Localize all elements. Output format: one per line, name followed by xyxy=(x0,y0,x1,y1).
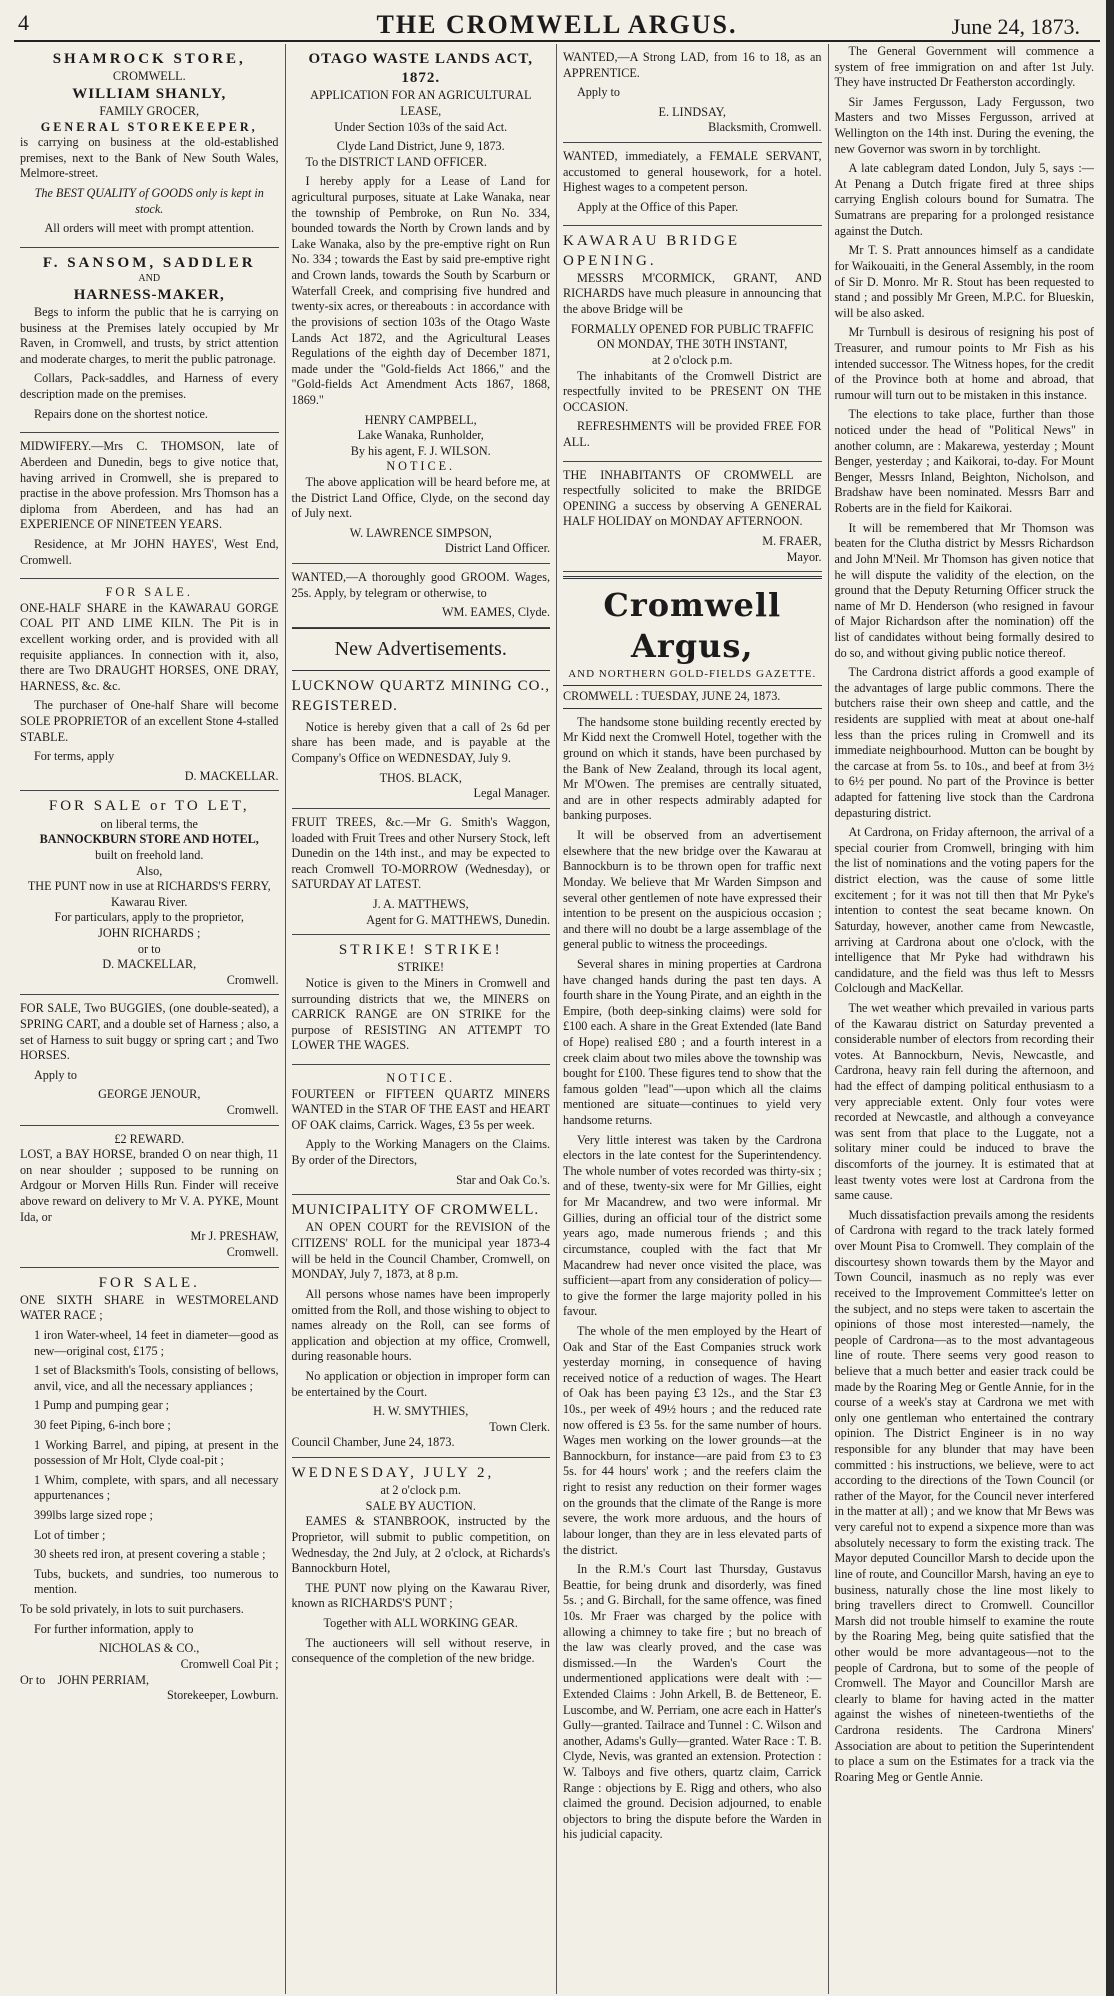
ad-for-sale-coal-pit xyxy=(20,579,279,791)
ad-otago-waste-lands xyxy=(292,44,551,564)
list-item: 1 iron Water-wheel, 14 feet in diameter—good as new—original cost, £175 ; xyxy=(34,1327,279,1358)
ad-subtitle: STRIKE! xyxy=(397,960,445,975)
sale-items xyxy=(20,1328,279,1598)
ad-signature: GEORGE JENOUR, xyxy=(98,1087,201,1102)
news-paragraph: At Cardrona, on Friday afternoon, the arrival of a special courier from Cromwell, bringing with him the list of nominations and the voting papers for the district election, was the cause of some little excitement ; for it was not till then that Mr Pyke's intention to contest the seat became known. On Saturday, however, another came from Newcastle, arriving at Cardrona about one o'clock, with the intelligence that Mr Pyke had withdrawn his candidature, and the field was thus left to Messrs Colclough and MacKellar. xyxy=(834,825,1094,996)
page-edge xyxy=(1106,0,1114,1996)
ad-body: AN OPEN COURT for the REVISION of the CITIZENS' ROLL for the municipal year 1873-4 will be held in the Council Chamber, Cromwell, on MONDAY, July 7, 1873, at 8 p.m. xyxy=(291,1220,550,1282)
ad-signature: E. LINDSAY, xyxy=(658,104,726,119)
ad-line: at 2 o'clock p.m. xyxy=(380,1483,461,1498)
ad-midwifery xyxy=(20,433,279,579)
ad-signature: NICHOLAS & CO., xyxy=(99,1641,200,1656)
list-item: Tubs, buckets, and sundries, too numerous to mention. xyxy=(34,1566,279,1597)
ad-body: All persons whose names have been improperly omitted from the Roll, and those wishing to object to names already on the Roll, can see forms of application and objection at my office, Cromwell, during reasonable hours. xyxy=(291,1286,550,1364)
ad-signature: Storekeeper, Lowburn. xyxy=(166,1688,279,1703)
ad-body: FOURTEEN or FIFTEEN QUARTZ MINERS WANTED in the STAR OF THE EAST and HEART OF OAK claims, Carrick. Wages, £3 5s per week. xyxy=(291,1086,550,1132)
news-paragraph: It will be observed from an advertisement elsewhere that the new bridge over the Kawarau at Bannockburn is to be thrown open for traffic next Monday. We believe that Mr Warden Simpson and several other gentlemen of note have expressed their intention to be present on the auspicious occasion ; and there will no doubt be a large assemblage of the general public to witness the proceedings. xyxy=(563,828,822,952)
ad-heading: £2 REWARD. xyxy=(114,1131,185,1146)
ad-signature: By his agent, F. J. WILSON. xyxy=(350,443,491,458)
editorial-subtitle: AND NORTHERN GOLD-FIELDS GAZETTE. xyxy=(568,668,817,681)
list-item: Lot of timber ; xyxy=(34,1527,106,1542)
ad-line: Clyde Land District, June 9, 1873. xyxy=(336,139,505,154)
ad-body: MESSRS M'CORMICK, GRANT, AND RICHARDS have much pleasure in announcing that the above Bridge will be xyxy=(563,270,822,317)
news-paragraph: The whole of the men employed by the Heart of Oak and Star of the East Companies struck work yesterday morning, in consequence of having received notice of a reduction of wages. The Heart of Oak has been paying £3 12s., and the Star £3 10s., per week of 49½ hours ; and the reduced rate now offered is £3 5s. for the same number of hours. Wages men working on the lower grounds—at the Bannockburn, for instance—are paid from £3 to £3 5s. for 44 hours' work ; and the reefers claim the right to resist any reduction on their former wages on the grounds that the climate of the Range is more severe, the work more arduous, and the hours of labour longer, than they are in less elevated parts of the district. xyxy=(563,1323,822,1557)
news-paragraph: The handsome stone building recently erected by Mr Kidd next the Cromwell Hotel, together with the ground on which it stands, have been purchased by the Bank of New Zealand, through its local agent, Mr M'Owen. The premises are centrally situated, and are in other respects admirably adapted for banking purposes. xyxy=(563,714,822,823)
ad-sansom-saddler xyxy=(20,248,279,433)
ad-town: CROMWELL. xyxy=(112,69,186,84)
ad-signature: Cromwell. xyxy=(226,972,279,987)
ad-body: FOR SALE, Two BUGGIES, (one double-seated), a SPRING CART, and a double set of Harness ; also, a set of Harness to suit buggy or spring cart ; and Two HORSES. xyxy=(20,1001,279,1063)
ad-title: F. SANSOM, SADDLER xyxy=(42,254,256,271)
ad-for-sale-water-race xyxy=(20,1268,279,1710)
list-item: 30 sheets red iron, at present covering a stable ; xyxy=(34,1547,266,1562)
news-paragraph: Several shares in mining properties at Cardrona have changed hands during the past ten days. A fourth share in the Young Pirate, and an eighth in the Empire, (both deep-sinking claims) were sold for £100 each. A share in the Great Extended (late Band of Hope) realised £80 ; and a fourth interest in a creek claim about two miles above the township was bought for £100. These figures tend to show that the famous golden "lead"—upon which all the claims mentioned are situate—continues to yield very handsome returns. xyxy=(563,956,822,1128)
ad-heading: FOR SALE. xyxy=(98,1274,200,1291)
page-header xyxy=(14,0,1100,42)
news-paragraph: A late cablegram dated London, July 5, says :—At Penang a Dutch frigate fired at three ships carrying English colours bound for Sumatra. The Sumatrans are preparing for a prolonged resistance against the Dutch. xyxy=(834,161,1094,238)
column-2 xyxy=(286,44,558,1994)
ad-inhabitants xyxy=(563,462,822,573)
editorial-dateline: CROMWELL : TUESDAY, JUNE 24, 1873. xyxy=(563,685,822,709)
ad-body: Together with ALL WORKING GEAR. xyxy=(323,1616,518,1631)
editorial-masthead: Cromwell Argus, xyxy=(603,586,782,666)
ad-body: WANTED,—A Strong LAD, from 16 to 18, as an APPRENTICE. xyxy=(563,50,822,80)
ad-shamrock-store xyxy=(20,44,279,248)
page-number: 4 xyxy=(18,10,29,35)
ad-signature: Cromwell Coal Pit ; xyxy=(180,1656,279,1671)
news-paragraph: The Cardrona district affords a good example of the advantages of large public commons. There the butchers raise their own sheep and cattle, and the residents are supplied with meat at about one-half less than the prices ruling in Cromwell and its immediate neighbourhood. Mutton can be bought by the carcase at from 5s. to 10s., and beef at from 3½ to 6½ per pound. No part of the Province is better adapted for fattening live stock than the Cardrona depasturing district. xyxy=(834,665,1094,820)
ad-body: The BEST QUALITY of GOODS only is kept in stock. xyxy=(34,186,264,216)
ad-body: Apply at the Office of this Paper. xyxy=(577,199,739,214)
ad-title: FOR SALE or TO LET, xyxy=(48,798,250,815)
ad-signature: Mr J. PRESHAW, xyxy=(190,1229,279,1244)
ad-line: Also, xyxy=(136,863,163,878)
ad-buggies xyxy=(20,995,279,1125)
ad-line: Council Chamber, June 24, 1873. xyxy=(291,1435,455,1450)
ad-body: ONE-HALF SHARE in the KAWARAU GORGE COAL PIT AND LIME KILN. The Pit is in excellent working order, and is provided with all requisite appliances. In connection with it, also, there are Two DRAUGHT HORSES, ONE DRAY, HARNESS, &c. &c. xyxy=(20,600,279,693)
ad-title: OTAGO WASTE LANDS ACT, 1872. xyxy=(308,51,534,87)
list-item: 399lbs large sized rope ; xyxy=(34,1508,153,1523)
ad-strike xyxy=(292,935,551,1065)
news-paragraph: Mr T. S. Pratt announces himself as a candidate for Waikouaiti, in the General Assembly, in the room of Sir D. Monro. Mr R. Stout has been requested to stand ; and possibly Mr Green, M.P.C. for Blueskin, will be also asked. xyxy=(834,243,1094,320)
ad-signature: Agent for G. MATTHEWS, Dunedin. xyxy=(366,912,550,927)
ad-subtitle: Under Section 103s of the said Act. xyxy=(334,119,508,134)
ad-title: LUCKNOW QUARTZ MINING CO., REGISTERED. xyxy=(291,678,550,714)
ad-signature: Blacksmith, Cromwell. xyxy=(708,120,822,135)
ad-municipality xyxy=(292,1195,551,1458)
ad-signature: WM. EAMES, Clyde. xyxy=(442,605,550,620)
ad-body: Begs to inform the public that he is carrying on business at the Premises lately occupied by Mr Raven, in Cromwell, and trusts, by strict attention and moderate charges, to merit the public patronage. xyxy=(20,305,279,366)
ad-signature: Mayor. xyxy=(786,549,822,564)
ad-body: Apply to the Working Managers on the Claims. By order of the Directors, xyxy=(291,1137,550,1168)
news-paragraph: In the R.M.'s Court last Thursday, Gustavus Beattie, for being drunk and disorderly, was fined 5s. ; and G. Birchall, for the same offence, was fined 10s. Mr Fraer was charged by the police with allowing a chimney to take fire ; but no breach of the law was clearly proved, and the case was dismissed.—In the Warden's Court the undermentioned applications were dealt with :—Extended Claims : John Arkell, B. de Betteneor, E. Luscombe, and W. Perriam, one acre each in Hatter's Gully—granted. Tailrace and Tunnel : C. Wilson and another, Adams's Gully—granted. Water Race : T. B. Clyde, Nevis, was granted an extension. Protection : W. Talboys and five others, quartz claim, Carrick Range : objections by E. Rigg and others, who also claimed the ground. Decision adjourned, to enable objectors to bring the dispute before the Warden in his judicial capacity. xyxy=(563,1562,822,1842)
ad-signature: W. LAWRENCE SIMPSON, xyxy=(349,525,492,540)
ad-role: FAMILY GROCER, xyxy=(99,103,200,118)
ad-line: FORMALLY OPENED FOR PUBLIC TRAFFIC xyxy=(570,321,814,336)
ad-body: The purchaser of One-half Share will become SOLE PROPRIETOR of an excellent Stone 4-stalled STABLE. xyxy=(20,698,279,744)
ad-line: built on freehold land. xyxy=(95,847,204,862)
double-rule xyxy=(563,576,822,579)
news-paragraph: Mr Turnbull is desirous of resigning his post of Treasurer, and rumour points to Mr Fish as his intended successor. The Witness hopes, for the credit of the Province both at home and abroad, that rumour will turn out to be mistaken in this instance. xyxy=(834,325,1094,402)
news-paragraph: Sir James Fergusson, Lady Fergusson, two Masters and two Misses Fergusson, arrived at Wellington on the 14th inst. During the evening, the new Governor was sworn in by torchlight. xyxy=(834,94,1094,156)
ad-heading: NOTICE. xyxy=(386,459,456,474)
ad-body: is carrying on business at the old-established premises, next to the Bank of New South Wales, Melmore-street. xyxy=(20,135,279,181)
ad-signature: H. W. SMYTHIES, xyxy=(373,1404,469,1419)
ad-body: For terms, apply xyxy=(34,749,115,764)
ad-signature: J. A. MATTHEWS, xyxy=(372,896,469,911)
ad-line: Or to xyxy=(20,1672,46,1687)
ad-line: SALE BY AUCTION. xyxy=(365,1498,476,1513)
ad-heading: FOR SALE. xyxy=(105,585,193,600)
ad-signature: Cromwell. xyxy=(226,1244,279,1259)
ad-signature: Star and Oak Co.'s. xyxy=(456,1172,550,1187)
ad-body: The inhabitants of the Cromwell District are respectfully invited to be PRESENT ON THE OCCASION. xyxy=(563,368,822,414)
ad-title: WEDNESDAY, JULY 2, xyxy=(291,1464,495,1481)
ad-body: THE PUNT now plying on the Kawarau River, known as RICHARDS'S PUNT ; xyxy=(291,1580,550,1611)
column-3 xyxy=(557,44,829,1994)
ad-signature: District Land Officer. xyxy=(444,541,550,556)
ad-signature: Lake Wanaka, Runholder, xyxy=(357,428,484,443)
news-paragraph: Much dissatisfaction prevails among the residents of Cardrona with regard to the track lately formed over Mount Pisa to Cromwell. They complain of the discourtesy shown towards them by the Mayor and Town Council, inasmuch as no reply was ever received to the Improvement Committee's letter on the subject, and no steps were taken to ascertain the opinions of those most interested—namely, the people of Cardrona—as to the most advantageous line of route. There seems very good reason to believe that a much better and easier track could be made by the Roaring Meg or Gentle Annie, for in the course of a week's stay at Cardrona we met with only one gentleman who entertained the contrary opinion. The District Engineer is in no way responsible for any blunder that may have been committed : his instructions, we believe, were to act according to the directions of the Town Council (or rather of the Mayor, for the Council never interfered in the matter at all) ; and we know that Mr Bews was very careful not to expend a sixpence more than was absolutely necessary to form the existing track. The Mayor deputed Councillor Marsh to decide upon the line of route, and Councillor Marsh, having an eye to business, naturally chose the line most likely to bring travellers direct to Cromwell. Councillor Marsh did not trouble himself to examine the route by the Roaring Meg, being quite satisfied that the other would be more advantageous—not to the people of Cardrona, but to some of the people of Cromwell. The Mayor and Councillor Marsh are clearly to blame for having acted in the matter against the wishes of nineteen-twentieths of the Cardrona residents. The Cardrona Miners' Association are about to petition the Superintendent to place a sum on the Estimates for a track via the Roaring Meg or Gentle Annie. xyxy=(834,1207,1094,1784)
column-1 xyxy=(14,44,286,1994)
ad-line: or to xyxy=(137,941,161,956)
ad-line: THE PUNT now in use at RICHARDS'S FERRY, Kawarau River. xyxy=(27,879,271,909)
ad-body: WANTED,—A thoroughly good GROOM. Wages, 25s. Apply, by telegram or otherwise, to xyxy=(291,570,550,600)
ad-body: FRUIT TREES, &c.—Mr G. Smith's Waggon, loaded with Fruit Trees and other Nursery Stock, left Dunedin on the 14th inst., and may be expected to reach Cromwell TO-MORROW (Wednesday), or SATURDAY AT LATEST. xyxy=(291,814,550,892)
news-paragraph: The General Government will commence a system of free immigration on and after 1st July. They have instructed Dr Featherston accordingly. xyxy=(834,44,1094,90)
ad-title: SHAMROCK STORE, xyxy=(52,51,246,67)
ad-lucknow xyxy=(292,671,551,808)
news-paragraph: Very little interest was taken by the Cardrona electors in the late contest for the Superintendency. The whole number of votes recorded was thirty-six ; and of these, twenty-six were for Mr Gillies, eight for Mr Macandrew, and two were informal. Mr Gillies, during an official tour of the district some years ago, made numerous friends ; and this circumstance, coupled with the fact that Mr Macandrew had never once visited the place, was sufficient—apart from any consideration of policy—to give the former the large majority polled in his favour. xyxy=(563,1132,822,1319)
ad-line: BANNOCKBURN STORE AND HOTEL, xyxy=(39,832,259,847)
ad-line: To the DISTRICT LAND OFFICER. xyxy=(305,154,487,169)
news-paragraph: The elections to take place, further than those noticed under the head of "Political News" in another column, are : Makarewa, yesterday ; Mount Benger, yesterday ; and Kaikorai, to-day. For Mount Benger, Messrs Inland, Beighton, Nicholson, and Bradshaw have been nominated. Messrs Barr and Roberts are in the field for Kaikorai. xyxy=(834,407,1094,516)
ad-title: HARNESS-MAKER, xyxy=(73,286,225,303)
ad-line: at 2 o'clock p.m. xyxy=(652,352,733,367)
ad-body: Repairs done on the shortest notice. xyxy=(34,406,208,421)
ad-body: To be sold privately, in lots to suit purchasers. xyxy=(20,1602,244,1617)
ad-body: MIDWIFERY.—Mrs C. THOMSON, late of Aberdeen and Dunedin, begs to give notice that, having arrived in Cromwell, she is prepared to practise in the above profession. Mrs Thomson has a diploma from Aberdeen, and has had an EXPERIENCE OF NINETEEN YEARS. xyxy=(20,439,279,532)
ad-wanted-servant xyxy=(563,143,822,226)
ad-body: EAMES & STANBROOK, instructed by the Proprietor, will submit to public competition, on Wednesday, the 2nd July, at 2 o'clock, at Richards's Bannockburn Hotel, xyxy=(291,1514,550,1576)
ad-body: Apply to xyxy=(34,1067,77,1082)
ad-signature: M. FRAER, xyxy=(762,534,822,548)
ad-body: WANTED, immediately, a FEMALE SERVANT, accustomed to general housework, for a hotel. Highest wages to a competent person. xyxy=(563,149,822,195)
ad-line: on liberal terms, the xyxy=(100,816,198,831)
ad-signature: D. MACKELLAR. xyxy=(184,768,279,783)
ad-line: For particulars, apply to the proprietor, xyxy=(54,910,244,925)
ad-signature: JOHN RICHARDS ; xyxy=(98,925,201,940)
list-item: 1 set of Blacksmith's Tools, consisting of bellows, anvil, vice, and all the necessary appliances ; xyxy=(34,1363,279,1393)
ad-title: STRIKE! STRIKE! xyxy=(338,942,503,959)
ad-and: AND xyxy=(138,273,161,285)
ad-body: I hereby apply for a Lease of Land for agricultural purposes, situate at Lake Wanaka, near the township of Pembroke, on Run No. 334, bounded towards the North by Crown lands and by Lake Wanaka, also by the pre-emptive right on Run No. 334 ; towards the East by said pre-emptive right and Crown lands, towards the South by Scarburn or Waterfall Creek, and comprising five hundred and twenty-six acres, or thereabouts : in accordance with the provisions of section 103s of the Otago Waste Lands Act 1872, and the Agricultural Leases Regulations of the eighth day of December 1871, made under the "Gold-fields Act 1866," and the "Gold-fields Act Amendment Acts 1867, 1868, 1869." xyxy=(291,174,550,407)
ad-bridge-opening xyxy=(563,226,822,461)
issue-date: June 24, 1873. xyxy=(951,14,1080,39)
ad-body: Notice is hereby given that a call of 2s 6d per share has been made, and is payable at the Company's Office on WEDNESDAY, July 9. xyxy=(291,719,550,766)
ad-notice-miners xyxy=(292,1065,551,1195)
ad-line: ON MONDAY, THE 30TH INSTANT, xyxy=(597,337,788,352)
ad-for-sale-or-let xyxy=(20,791,279,995)
ad-heading: NOTICE. xyxy=(386,1071,456,1085)
ad-role: GENERAL STOREKEEPER, xyxy=(40,119,258,134)
ad-signature: THOS. BLACK, xyxy=(379,770,462,785)
ad-signature: Cromwell. xyxy=(226,1103,279,1118)
ad-body: The above application will be heard before me, at the District Land Office, Clyde, on the second day of July next. xyxy=(291,475,550,521)
ad-body: Collars, Pack-saddles, and Harness of every description made on the premises. xyxy=(20,371,279,402)
list-item: 1 Working Barrel, and piping, at present in the possession of Mr Holt, Clyde coal-pit ; xyxy=(34,1437,279,1468)
columns xyxy=(14,44,1100,1994)
ad-title: MUNICIPALITY OF CROMWELL. xyxy=(291,1202,540,1219)
news-paragraph: It will be remembered that Mr Thomson was beaten for the Clutha district by Messrs Richardson and John M'Neil. Mr Thomson has given notice that he will dispute the validity of the election, on the ground that the Deputy Returning Officer struck the name of Mr D. Henderson (who resigned in favour of Major Richardson after the nomination) off the list of candidates without being formally desired to do so, and without giving public notice thereof. xyxy=(834,520,1094,660)
ad-body: Notice is given to the Miners in Cromwell and surrounding districts that we, the MINERS on CARRICK RANGE are ON STRIKE for the purpose of RESISTING AN ATTEMPT TO LOWER THE WAGES. xyxy=(291,975,550,1053)
ad-body: Residence, at Mr JOHN HAYES', West End, Cromwell. xyxy=(20,536,279,567)
ad-signature: Legal Manager. xyxy=(473,786,550,801)
ad-body: All orders will meet with prompt attention. xyxy=(44,221,255,236)
news-paragraph: The wet weather which prevailed in various parts of the Kawarau district on Saturday prevented a considerable number of electors from recording their votes. At Bannockburn, Nevis, Newcastle, and Cardrona, heavy rain fell during the afternoon, and had the effect of damping political enthusiasm to a very appreciable extent. Only four votes were recorded at Newcastle, and although a conveyance was sent from that place to the Luggate, not a solitary miner could be induced to brave the discomforts of the journey. It is estimated that at least twenty votes were lost at Cardrona from the same cause. xyxy=(834,1000,1094,1203)
ad-wanted-lad xyxy=(563,44,822,143)
ad-signature: JOHN PERRIAM, xyxy=(57,1672,149,1687)
ad-body: The auctioneers will sell without reserve, in consequence of the completion of the new bridge. xyxy=(291,1635,550,1666)
ad-signature: D. MACKELLAR, xyxy=(102,957,197,972)
ad-body: Apply to xyxy=(577,85,620,100)
ad-title: KAWARAU BRIDGE OPENING. xyxy=(563,233,741,269)
new-advertisements-header: New Advertisements. xyxy=(292,628,551,672)
ad-fruit-trees xyxy=(292,809,551,935)
ad-body: No application or objection in improper form can be entertained by the Court. xyxy=(291,1368,550,1399)
ad-body: THE INHABITANTS OF CROMWELL are respectfully solicited to make the BRIDGE OPENING a success by observing A GENERAL HALF HOLIDAY on MONDAY AFTERNOON. xyxy=(563,467,822,529)
ad-groom xyxy=(292,564,551,628)
list-item: 1 Pump and pumping gear ; xyxy=(34,1398,170,1413)
ad-auction xyxy=(292,1458,551,1677)
ad-subtitle: APPLICATION FOR AN AGRICULTURAL LEASE, xyxy=(310,88,532,118)
ad-body: ONE SIXTH SHARE in WESTMORELAND WATER RACE ; xyxy=(20,1292,279,1323)
ad-body: LOST, a BAY HORSE, branded O on near thigh, 11 on near shoulder ; supposed to be running on Ardgour or Morven Hills Run. Finder will receive above reward on delivery to Mr V. A. PYKE, Mount Ida, or xyxy=(20,1147,279,1224)
list-item: 30 feet Piping, 6-inch bore ; xyxy=(34,1417,171,1432)
ad-signature: Town Clerk. xyxy=(489,1419,550,1434)
ad-signature: HENRY CAMPBELL, xyxy=(364,412,477,427)
ad-reward xyxy=(20,1126,279,1268)
column-4 xyxy=(829,44,1101,1994)
ad-name: WILLIAM SHANLY, xyxy=(72,85,227,102)
list-item: 1 Whim, complete, with spars, and all necessary appurtenances ; xyxy=(34,1472,279,1503)
ad-body: REFRESHMENTS will be provided FREE FOR ALL. xyxy=(563,419,822,449)
newspaper-title: THE CROMWELL ARGUS. xyxy=(376,10,738,39)
ad-body: For further information, apply to xyxy=(34,1621,194,1636)
